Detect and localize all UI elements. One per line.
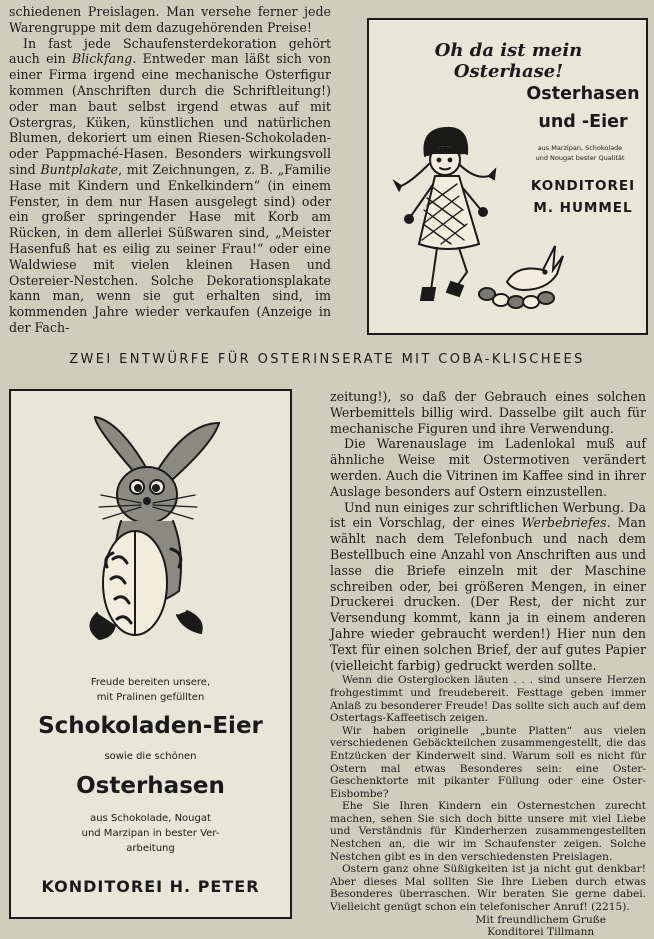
letter-paragraph: Ehe Sie Ihren Kindern ein Osternestchen zurecht machen, sehen Sie sich doch bitte unsere mit viel Liebe und Verständnis für Kinderherzen zusammengestellten Nestchen an, die wir im Schaufenster zeigen. Solche Nestchen gibt es in den verschiedensten Preislagen.	[330, 800, 646, 863]
ad-hummel-headline: Oh da ist mein Osterhase!	[434, 40, 583, 82]
emphasis-term: Blickfang	[71, 51, 133, 67]
sample-letter	[330, 674, 646, 913]
ad-peter-line-4: aus Schokolade, Nougat	[90, 813, 211, 824]
letter-signature	[330, 914, 646, 939]
ad-hummel	[367, 18, 648, 335]
ad-hummel-title-2: und -Eier	[538, 112, 628, 132]
ad-peter-line-1: Freude bereiten unsere,	[90, 677, 211, 688]
ad-peter-product-2: Osterhasen	[76, 773, 225, 799]
paragraph-text: , mit Zeichnungen, z. B. „Familie Hase mit Kindern und Enkelkindern“ (in einem Fenster, in dem nur Hasen ausgelegt sind) oder ein großer springender Hase mit Korb am Rücken, in dem allerlei Süßwaren sind, „Meister Hasenfuß hat es eilig zu seiner Frau!“ oder eine Waldwiese mit vielen kleinen Hasen und Ostereier-Nestchen. Solche Dekorationsplakate kann man, wenn sie gut erhalten sind, im kommenden Jahre wieder verkaufen (Anzeige in der Fach-	[9, 161, 331, 335]
ad-peter-product-1: Schokoladen-Eier	[38, 713, 263, 739]
illustrations-caption: ZWEI ENTWÜRFE FÜR OSTERINSERATE MIT COBA-KLISCHEES	[69, 352, 585, 367]
article-column-right	[330, 389, 646, 939]
paragraph-text: schiedenen Preislagen. Man versehe ferner jede Warengruppe mit dem dazugehörenden Preise!	[9, 4, 331, 35]
signature-name: Konditorei Tillmann	[487, 926, 595, 939]
letter-paragraph: Wenn die Osterglocken läuten . . . sind unsere Herzen frohgestimmt und freudebereit. Festtage geben immer Anlaß zu besonderer Freude! Das sollte sich auch auf dem Ostertags-Kaffeetisch zeigen.	[330, 674, 646, 725]
paragraph-text: . Entweder man läßt sich von einer Firma irgend eine mechanische Osterfigur kommen (Anschriften durch die Schriftleitung!) oder man baut selbst irgend etwas auf mit Ostergras, Küken, künstlichen und natürlichen Blumen, dekoriert um einen Riesen-Schokoladen- oder Pappmaché-Hasen. Besonders wirkungsvoll sind	[9, 51, 331, 177]
emphasis-term: Buntplakate	[40, 161, 119, 177]
ad-hummel-small-2: und Nougat bester Qualität	[535, 154, 625, 162]
paragraph-text: zeitung!), so daß der Gebrauch eines solchen Werbemittels billig wird. Dasselbe gilt auch für mechanische Figuren und ihre Verwendung.	[330, 389, 646, 436]
rabbit-and-eggs-illustration	[477, 242, 577, 312]
letter-paragraph: Wir haben originelle „bunte Platten“ aus vielen verschiedenen Gebäckteilchen zusammengestellt, die das Entzücken der Kinderwelt sind. Warum soll es nicht für Ostern mal etwas Besonderes sein: eine Oster-Geschenktorte mit pikanter Füllung oder eine Oster-Eisbombe?	[330, 724, 646, 800]
paragraph-text: . Man wählt nach dem Telefonbuch und nach dem Bestellbuch eine Anzahl von Anschriften aus und lasse die Briefe einzeln mit der Maschine schreiben oder, bei größeren Mengen, in einer Druckerei drucken. (Der Rest, der nicht zur Versendung kommt, kann ja in einem anderen Jahre wieder gebraucht werden!) Hier nun den Text für einen solchen Brief, der auf gutes Papier (vielleicht farbig) gedruckt werden sollte.	[330, 515, 646, 673]
right-paragraph	[330, 436, 646, 499]
ad-hummel-small-1: aus Marzipan, Schokolade	[537, 144, 623, 152]
right-paragraph	[330, 389, 646, 436]
paragraph-text: Und nun einiges zur schriftlichen Werbung. Da ist ein Vorschlag, der eines	[330, 499, 646, 531]
article-right-body	[330, 389, 646, 673]
letter-paragraph: Ostern ganz ohne Süßigkeiten ist ja nicht gut denkbar! Aber dieses Mal sollten Sie Ihre Lieben durch etwas Besonderes überraschen. Wir beraten Sie gerne dabei. Vielleicht genügt schon ein telefonischer Anruf! (2215).	[330, 863, 646, 914]
paragraph-text: In fast jede Schaufensterdekoration gehört auch ein	[9, 35, 331, 67]
rabbit-with-egg-illustration	[73, 403, 233, 643]
ad-peter-line-5: und Marzipan in bester Ver-	[81, 828, 220, 839]
ad-hummel-brand-2: M. HUMMEL	[533, 200, 633, 216]
ad-peter	[9, 389, 292, 919]
paragraph-text: Die Warenauslage im Ladenlokal muß auf ähnliche Weise mit Ostermotiven verändert werden. Auch die Vitrinen im Kaffee sind in ihrer Auslage besonders auf Ostern einzustellen.	[330, 436, 646, 499]
ad-peter-line-2: mit Pralinen gefüllten	[96, 692, 205, 703]
ad-hummel-title-1: Osterhasen	[526, 84, 640, 104]
top-left-paragraph	[9, 4, 331, 36]
ad-hummel-brand-1: KONDITOREI	[530, 178, 636, 194]
ad-peter-line-3: sowie die schönen	[104, 751, 197, 762]
article-column-top-left	[9, 4, 331, 336]
emphasis-term: Werbebriefes	[521, 515, 607, 531]
top-left-paragraph	[9, 36, 331, 336]
right-paragraph	[330, 500, 646, 674]
ad-peter-brand: KONDITOREI H. PETER	[41, 877, 260, 896]
signature-greeting: Mit freundlichem Gruße	[475, 913, 606, 926]
ad-peter-line-6: arbeitung	[126, 843, 175, 854]
